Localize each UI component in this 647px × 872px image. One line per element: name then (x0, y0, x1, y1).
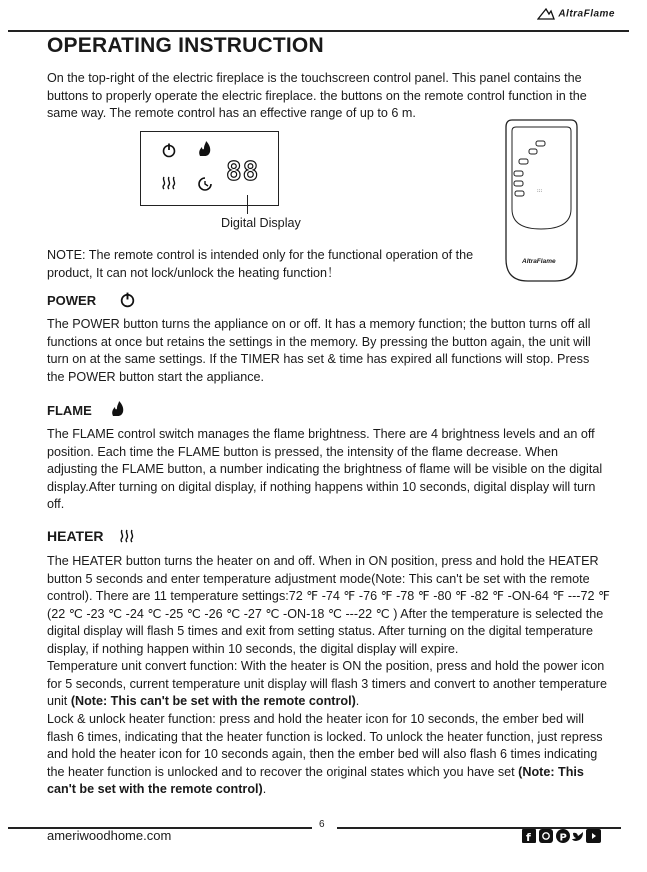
heater-paragraph-2 (47, 658, 610, 711)
intro-paragraph: On the top-right of the electric fireplace is the touchscreen control panel. This panel contains the buttons to properly operate the electric fireplace. the buttons on the remote control function in the same way. The remote control has an effective range of up to 6 m. (47, 71, 587, 120)
digital-display-callout: Digital Display (221, 216, 301, 230)
display-digits: 88 (226, 157, 260, 187)
power-heading: POWER (47, 293, 97, 308)
heater-p3-text: Lock & unlock heater function: press and hold the heater icon for 10 seconds, the ember bed will flash 6 times, indicating that the heater function is locked. To unlock the heater function, just repress and hold the heater icon for 10 seconds again, then the ember bed will also flash 6 times indicating the heater function is unlocked and to recover the original states which you have set (47, 712, 603, 779)
power-icon (161, 142, 177, 158)
brand-logo (537, 8, 615, 20)
brand-name: AltraFlame (558, 8, 615, 20)
remote-brand: AltraFlame (522, 258, 556, 265)
website-link[interactable]: ameriwoodhome.com (47, 828, 172, 843)
digital-display (226, 157, 259, 187)
heater-icon (161, 176, 177, 190)
power-section-icon (119, 291, 136, 308)
flame-heading: FLAME (47, 403, 92, 418)
heater-p3-end: . (262, 782, 267, 796)
power-paragraph: The POWER button turns the appliance on or off. It has a memory function; the button turns off all functions at once but retains the settings in the memory. By pressing the button again, the unit will turn on at the same settings. If the TIMER has set & time has expired all functions will stop. Press the POWER button start the appliance. (47, 317, 591, 384)
instagram-icon[interactable] (539, 829, 553, 843)
flame-logo-icon (537, 8, 555, 20)
page-title: OPERATING INSTRUCTION (47, 34, 324, 57)
flame-section-icon (110, 400, 126, 418)
callout-pointer (247, 195, 248, 214)
twitter-icon[interactable] (572, 832, 583, 841)
remote-control-illustration (505, 119, 578, 282)
remote-note: NOTE: The remote control is intended only for the functional operation of the product, It can not lock/unlock the heating function！ (47, 248, 474, 280)
heater-section-icon (119, 529, 135, 543)
svg-text:P: P (559, 832, 567, 844)
timer-icon (197, 176, 213, 192)
heater-p2-text: Temperature unit convert function: With the heater is ON the position, press and hold the power icon for 5 seconds, current temperature unit display will flash 3 timers and convert to another temperature unit (47, 659, 607, 708)
social-icons (522, 828, 604, 849)
page-number: 6 (319, 819, 325, 830)
heater-heading: HEATER (47, 528, 104, 544)
heater-p2-note: (Note: This can't be set with the remote control) (70, 694, 356, 708)
flame-paragraph: The FLAME control switch manages the flame brightness. There are 4 brightness levels and an off position. Each time the FLAME button is pressed, the intensity of the flame decrease. When adjusting the FLAME button, a number indicating the brightness of flame will be visible on the digital display.After turning on digital display, if nothing happens within 10 seconds, digital display will turn off. (47, 427, 603, 511)
svg-text:f: f (526, 831, 531, 844)
heater-paragraph-3 (47, 711, 610, 799)
heater-p2-end: . (355, 694, 360, 708)
heater-paragraph-1: The HEATER button turns the heater on and off. When in ON position, press and hold the HEATER button 5 seconds and enter temperature adjustment mode(Note: This can't be set with the remote control). There are 11 temperature settings:72 ℉ -74 ℉ -76 ℉ -78 ℉ -80 ℉ -82 ℉ -ON-64 ℉ ---72 ℉ (22 ℃ -23 ℃ -24 ℃ -25 ℃ -26 ℃ -27 ℃ -ON-18 ℃ ---22 ℃ ) After the temperature is selected the digital display will flash 5 times and exit from setting status. After turning on the digital temperature display, if nothing happen within 10 seconds, the digital display will expire. (47, 554, 610, 656)
header-rule (8, 30, 629, 32)
heater-p3-note: (Note: This can't be set with the remote control) (47, 764, 584, 796)
svg-text::::: ::: (537, 188, 543, 194)
flame-icon (197, 140, 213, 158)
